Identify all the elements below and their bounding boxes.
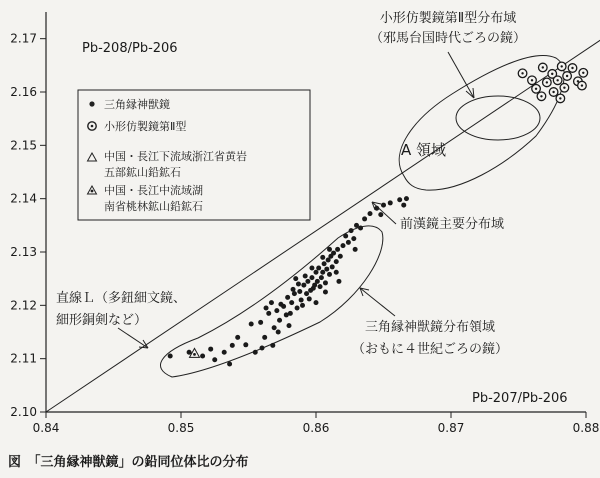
small-mirror-region-arrowhead — [466, 88, 474, 98]
mirror-point — [297, 289, 302, 294]
small-mirror-point-center — [561, 65, 563, 67]
plot-axes — [10, 12, 599, 435]
mirror-point — [322, 261, 327, 266]
y-tick-label: 2.16 — [10, 85, 37, 99]
mirror-point — [316, 266, 321, 271]
mirror-point — [227, 362, 232, 367]
legend-item-label: 南省桃林鉱山鉛鉱石 — [104, 200, 203, 213]
small-mirror-region-sublabel: （邪馬台国時代ごろの鏡） — [369, 31, 527, 46]
mirror-point — [404, 196, 409, 201]
small-mirror-region-label: 小形仿製鏡第Ⅱ型分布域 — [379, 11, 517, 26]
mirror-point — [341, 243, 346, 248]
legend-triangle-dot-center — [91, 190, 94, 193]
small-mirror-point-center — [559, 97, 561, 99]
legend-item-label: 小形仿製鏡第Ⅱ型 — [104, 120, 187, 133]
y-tick-label: 2.12 — [10, 298, 37, 313]
mirror-point — [368, 211, 373, 216]
region-a-label: A 領域 — [401, 141, 447, 159]
mirror-point — [269, 300, 274, 305]
y-tick-label: 2.13 — [10, 245, 37, 259]
line-l-label: 直線Ｌ（多鈕細文鏡、 — [56, 291, 187, 306]
small-mirror-point-center — [521, 72, 523, 74]
mirror-point — [318, 284, 323, 289]
mirror-point — [320, 255, 325, 260]
mirror-point — [319, 275, 324, 280]
mirror-point — [230, 343, 235, 348]
small-mirror-point-center — [566, 75, 568, 77]
mirror-point — [235, 335, 240, 340]
mirror-point — [289, 300, 294, 305]
mirror-point — [200, 354, 205, 359]
mirror-point — [330, 264, 335, 269]
mirror-point — [272, 325, 277, 330]
mirror-point — [300, 303, 305, 308]
mirror-point — [305, 279, 310, 284]
mirror-point — [293, 276, 298, 281]
mirror-point — [309, 275, 314, 280]
mirror-point — [304, 291, 309, 296]
mirror-point — [362, 216, 367, 221]
mirror-point — [381, 203, 386, 208]
mirror-point — [378, 212, 383, 217]
x-tick-label: 0.85 — [167, 421, 195, 435]
legend-dot-marker — [89, 101, 94, 106]
mirror-point — [309, 266, 314, 271]
legend-item-label: 五部鉱山鉛鉱石 — [104, 166, 181, 179]
x-tick-label: 0.87 — [437, 421, 465, 435]
legend-item-label: 三角縁神獣鏡 — [104, 98, 170, 111]
mirror-point — [303, 274, 308, 279]
small-mirror-region-outline — [456, 96, 540, 140]
mirror-point — [320, 270, 325, 275]
mirror-point — [266, 311, 271, 316]
mirror-point — [324, 267, 329, 272]
small-mirror-point-center — [540, 95, 542, 97]
mirror-point — [270, 343, 275, 348]
mirror-point — [349, 228, 354, 233]
mirror-point — [262, 335, 267, 340]
x-axis-title: Pb-207/Pb-206 — [472, 391, 568, 406]
y-tick-label: 2.17 — [10, 31, 37, 46]
mirror-point — [338, 254, 343, 259]
mirror-point — [276, 330, 281, 335]
legend — [78, 90, 310, 220]
small-mirror-point-center — [546, 81, 548, 83]
mirror-point — [331, 251, 336, 256]
mirror-point — [327, 272, 332, 277]
mirror-point — [323, 280, 328, 285]
line-l-leader — [118, 328, 148, 348]
mirror-point — [292, 291, 297, 296]
small-mirror-point-center — [551, 73, 553, 75]
mirror-point — [388, 200, 393, 205]
mirror-point — [281, 304, 286, 309]
mirror-point — [291, 287, 296, 292]
mirror-point — [296, 282, 301, 287]
mirror-point — [260, 346, 265, 351]
mirror-point — [343, 234, 348, 239]
mirror-point — [334, 270, 339, 275]
mirror-point — [258, 320, 263, 325]
sankakubuchi-region-label: 三角縁神獣鏡分布領域 — [364, 320, 496, 335]
x-tick-label: 0.88 — [572, 421, 600, 435]
small-mirror-point-center — [556, 79, 558, 81]
mirror-point — [397, 197, 402, 202]
small-mirror-point-center — [571, 67, 573, 69]
mirror-point — [212, 357, 217, 362]
mirror-point — [287, 323, 292, 328]
small-mirror-point-center — [531, 79, 533, 81]
mirror-point — [243, 342, 248, 347]
line-l-sublabel: 細形銅剣など） — [56, 313, 148, 328]
mirror-point — [307, 296, 312, 301]
y-tick-label: 2.15 — [10, 138, 37, 153]
mirror-point — [249, 322, 254, 327]
mirror-point — [295, 306, 300, 311]
mirror-point — [353, 247, 358, 252]
x-tick-label: 0.84 — [32, 421, 60, 435]
mirror-point — [301, 283, 306, 288]
mirror-point — [327, 247, 332, 252]
legend-item-label: 中国・長江下流域浙江省黄岩 — [104, 150, 247, 163]
small-mirror-point-center — [552, 91, 554, 93]
x-tick-label: 0.86 — [302, 421, 330, 435]
mirror-point — [346, 240, 351, 245]
mirror-point — [299, 298, 304, 303]
mirror-point — [311, 286, 316, 291]
ore-point-center — [193, 353, 196, 356]
small-mirror-point-center — [542, 66, 544, 68]
mirror-point — [401, 203, 406, 208]
former-han-region-label: 前漢鏡主要分布域 — [400, 217, 505, 232]
mirror-point — [274, 308, 279, 313]
small-mirror-point-center — [563, 87, 565, 89]
mirror-point — [208, 347, 213, 352]
mirror-point — [264, 306, 269, 311]
mirror-point — [358, 226, 363, 231]
mirror-point — [168, 354, 173, 359]
mirror-point — [222, 350, 227, 355]
small-mirror-point-center — [581, 84, 583, 86]
legend-item-label: 中国・長江中流域湖 — [104, 184, 203, 197]
y-axis-title: Pb-208/Pb-206 — [82, 41, 178, 56]
mirror-point — [335, 247, 340, 252]
mirror-point — [288, 311, 293, 316]
mirror-point — [253, 350, 258, 355]
small-mirror-point-center — [535, 88, 537, 90]
y-tick-label: 2.10 — [10, 405, 37, 419]
sankakubuchi-region-sublabel: （おもに４世紀ごろの鏡） — [351, 342, 509, 357]
sankakubuchi-leader — [360, 288, 395, 316]
legend-ring-center — [91, 125, 94, 128]
mirror-point — [336, 279, 341, 284]
mirror-point — [351, 236, 356, 241]
small-mirror-point-center — [582, 72, 584, 74]
mirror-point — [334, 259, 339, 264]
y-tick-label: 2.14 — [10, 191, 37, 206]
y-tick-label: 2.11 — [10, 351, 37, 366]
mirror-point — [323, 290, 328, 295]
small-mirror-region-leader — [448, 52, 474, 98]
mirror-point — [314, 300, 319, 305]
mirror-point — [285, 295, 290, 300]
figure-caption: 図 「三角縁神獣鏡」の鉛同位体比の分布 — [8, 455, 249, 470]
mirror-point — [315, 279, 320, 284]
mirror-point — [314, 270, 319, 275]
mirror-point — [277, 318, 282, 323]
